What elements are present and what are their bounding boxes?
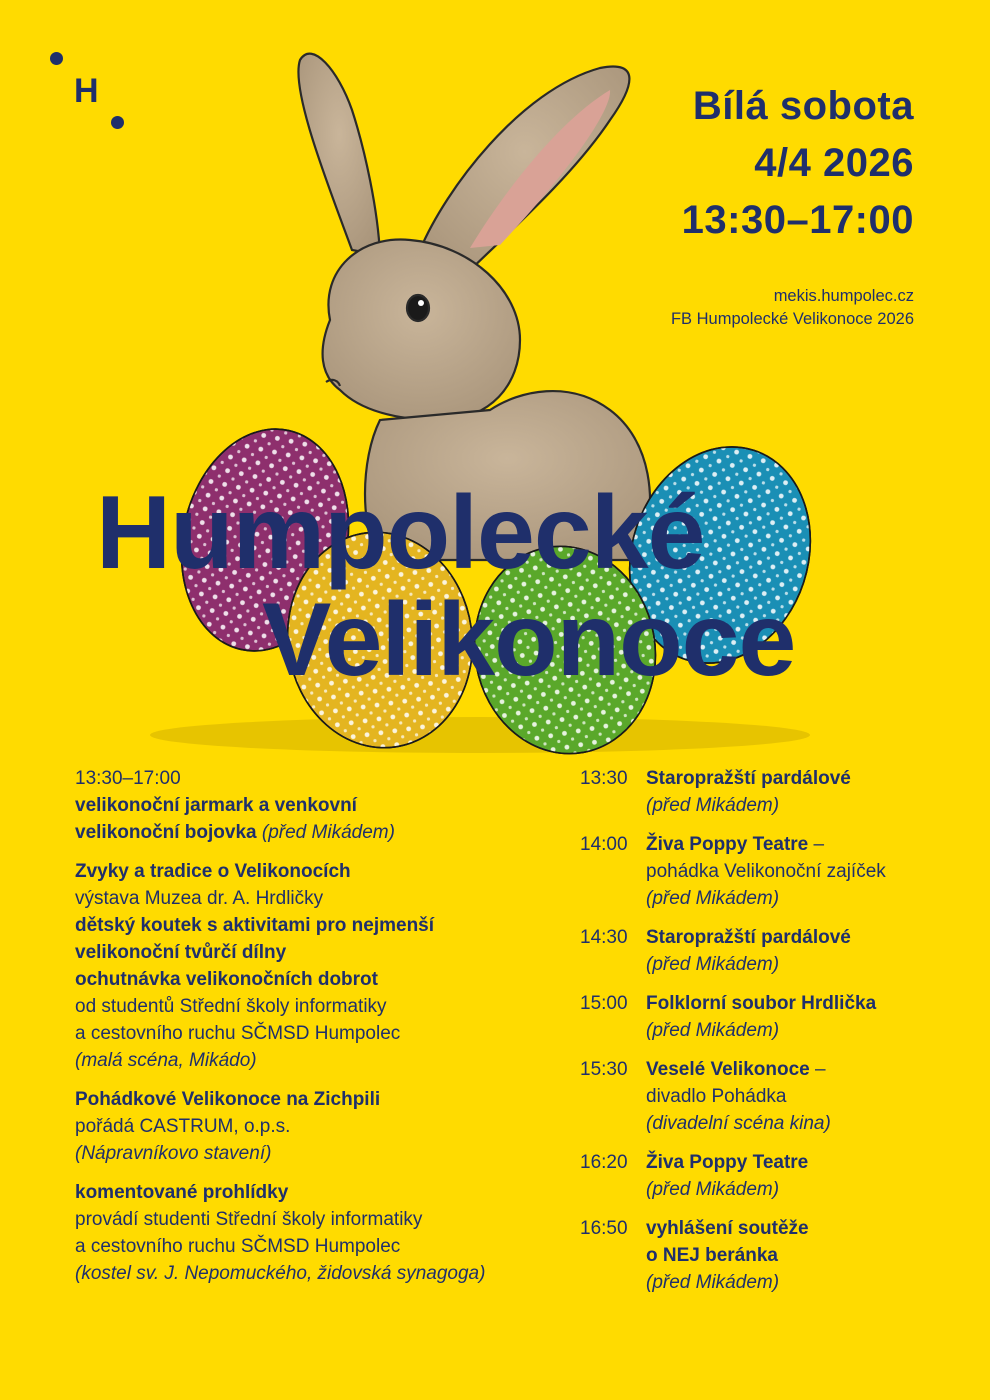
schedule-place: (před Mikádem) xyxy=(646,1020,780,1041)
schedule-time: 14:00 xyxy=(580,834,628,855)
block-title: velikonoční bojovka xyxy=(75,822,257,843)
block-text: provádí studenti Střední školy informatiky xyxy=(75,1209,423,1230)
block-title: Zvyky a tradice o Velikonocích xyxy=(75,861,351,882)
program-left-column xyxy=(75,765,575,1299)
block-text: od studentů Střední školy informatiky xyxy=(75,996,387,1017)
event-date: 4/4 2026 xyxy=(754,141,914,185)
schedule-desc: pohádka Velikonoční zajíček xyxy=(646,861,886,882)
event-time: 13:30–17:00 xyxy=(681,198,914,242)
event-day: Bílá sobota xyxy=(692,84,914,128)
program-block-prohlidky xyxy=(75,1179,575,1287)
block-title: velikonoční jarmark a venkovní xyxy=(75,795,357,816)
block-title: komentované prohlídky xyxy=(75,1182,289,1203)
block-subtitle: pořádá CASTRUM, o.p.s. xyxy=(75,1116,291,1137)
block-item: ochutnávka velikonočních dobrot xyxy=(75,969,378,990)
event-header xyxy=(671,78,914,331)
schedule-dash: – xyxy=(809,1059,826,1080)
program-block-pohadkove xyxy=(75,1086,575,1167)
schedule-item xyxy=(580,831,940,912)
schedule-title: vyhlášení soutěže xyxy=(646,1218,809,1239)
block-item: velikonoční tvůrčí dílny xyxy=(75,942,287,963)
event-website: mekis.humpolec.cz xyxy=(773,287,914,305)
block-place: (Nápravníkovo stavení) xyxy=(75,1143,272,1164)
schedule-item xyxy=(580,1056,940,1137)
block-text: a cestovního ruchu SČMSD Humpolec xyxy=(75,1023,401,1044)
schedule-time: 14:30 xyxy=(580,927,628,948)
schedule-place: (před Mikádem) xyxy=(646,888,780,909)
schedule-item xyxy=(580,924,940,978)
schedule-title: Staropražští pardálové xyxy=(646,768,851,789)
event-facebook: FB Humpolecké Velikonoce 2026 xyxy=(670,310,914,328)
schedule-time: 16:20 xyxy=(580,1152,628,1173)
schedule-title: Živa Poppy Teatre xyxy=(646,1152,809,1173)
schedule-title: Živa Poppy Teatre xyxy=(646,834,809,855)
poster-title xyxy=(96,475,796,699)
title-line-2: Velikonoce xyxy=(262,582,796,699)
block-place: (před Mikádem) xyxy=(261,822,395,843)
schedule-place: (před Mikádem) xyxy=(646,1272,780,1293)
schedule-title: Staropražští pardálové xyxy=(646,927,851,948)
schedule-place: (před Mikádem) xyxy=(646,1179,780,1200)
program-schedule xyxy=(580,765,940,1308)
block-text: a cestovního ruchu SČMSD Humpolec xyxy=(75,1236,401,1257)
program-block-zvyky xyxy=(75,858,575,1074)
schedule-time: 15:00 xyxy=(580,993,628,1014)
schedule-desc: divadlo Pohádka xyxy=(646,1086,787,1107)
schedule-dash: – xyxy=(808,834,825,855)
program-block-jarmark xyxy=(75,765,575,846)
schedule-place: (před Mikádem) xyxy=(646,795,780,816)
block-subtitle: výstava Muzea dr. A. Hrdličky xyxy=(75,888,324,909)
block-title: Pohádkové Velikonoce na Zichpili xyxy=(75,1089,381,1110)
schedule-item xyxy=(580,990,940,1044)
schedule-item xyxy=(580,1215,940,1296)
schedule-title-2: o NEJ beránka xyxy=(646,1245,778,1266)
block-item: dětský koutek s aktivitami pro nejmenší xyxy=(75,915,435,936)
title-line-1: Humpolecké xyxy=(96,475,705,591)
block-place: (kostel sv. J. Nepomuckého, židovská synagoga) xyxy=(75,1263,486,1284)
schedule-item xyxy=(580,1149,940,1203)
schedule-title: Folklorní soubor Hrdlička xyxy=(646,993,877,1014)
schedule-item xyxy=(580,765,940,819)
schedule-time: 13:30 xyxy=(580,768,628,789)
schedule-place: (před Mikádem) xyxy=(646,954,780,975)
logo-letter: H xyxy=(74,72,99,110)
schedule-place: (divadelní scéna kina) xyxy=(646,1113,831,1134)
schedule-title: Veselé Velikonoce xyxy=(646,1059,810,1080)
schedule-time: 15:30 xyxy=(580,1059,628,1080)
block-place: (malá scéna, Mikádo) xyxy=(75,1050,257,1071)
schedule-time: 16:50 xyxy=(580,1218,628,1239)
block-time: 13:30–17:00 xyxy=(75,768,181,789)
